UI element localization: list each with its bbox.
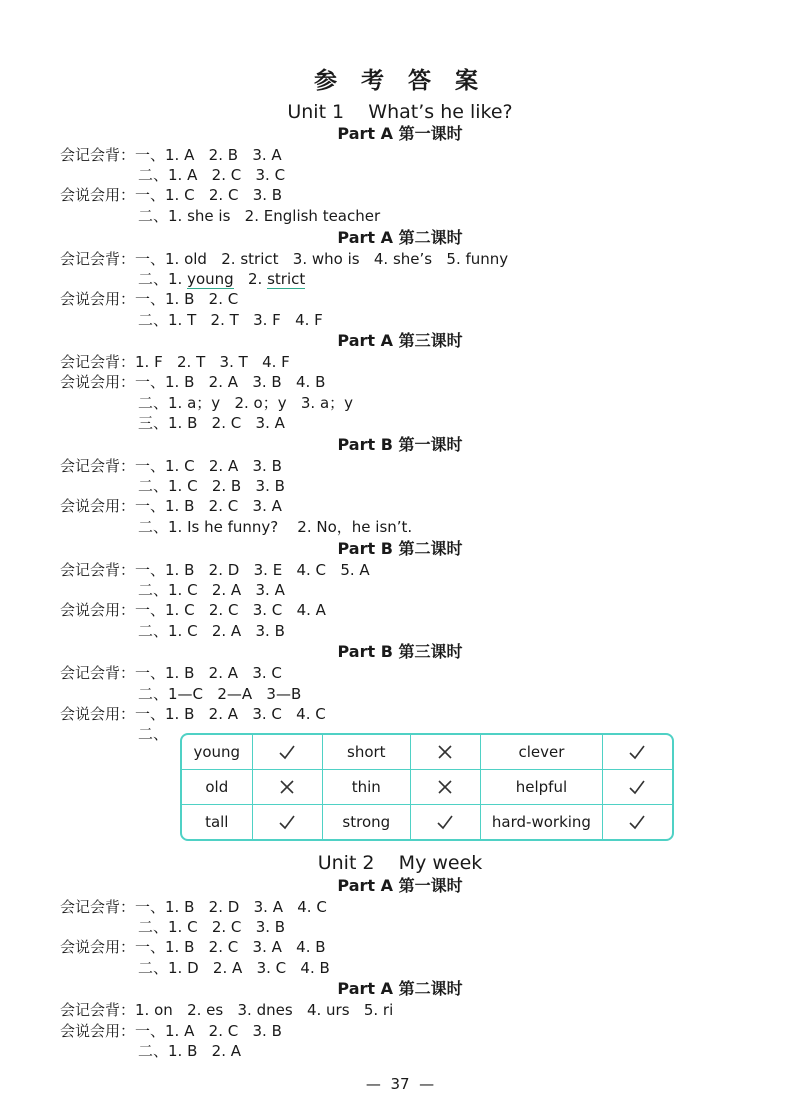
answer-separator: 2. [233, 270, 268, 288]
answer-line: 二、1. C 2. C 3. B [138, 918, 286, 936]
lesson-title: Part B 第三课时 [337, 642, 463, 661]
unit-2-title: Unit 2 My week [317, 852, 483, 874]
answer-line: 会记会背：一、1. old 2. strict 3. who is 4. she’s 5. funny [60, 250, 509, 268]
answer-line: 会说会用：一、1. B 2. C [60, 290, 239, 308]
answer-line: 二、1. T 2. T 3. F 4. F [138, 311, 323, 329]
underlined-answer: young [187, 270, 234, 288]
vocab-answer-table [180, 733, 674, 841]
answer-line: 二、1. C 2. A 3. A [138, 581, 285, 599]
vocab-word-cell: helpful [481, 770, 603, 805]
answer-line: 二、1. C 2. A 3. B [138, 622, 285, 640]
answer-line: 会说会用：一、1. B 2. A 3. C 4. C [60, 705, 326, 723]
answer-line: 二、1. a；y 2. o；y 3. a；y [138, 394, 354, 412]
answer-line: 三、1. B 2. C 3. A [138, 414, 285, 432]
check-icon [253, 735, 323, 770]
lesson-title: Part B 第二课时 [337, 539, 463, 558]
answer-line: 二、1. A 2. C 3. C [138, 166, 286, 184]
answer-line: 会记会背：一、1. A 2. B 3. A [60, 146, 282, 164]
answer-line: 会说会用：一、1. B 2. A 3. B 4. B [60, 373, 326, 391]
vocab-table-body [182, 735, 672, 839]
lesson-title: Part B 第一课时 [337, 435, 463, 454]
vocab-table-row [182, 735, 672, 770]
answer-line: 会记会背：一、1. B 2. D 3. A 4. C [60, 898, 327, 916]
answer-line: 会说会用：一、1. C 2. C 3. C 4. A [60, 601, 326, 619]
page-number: — 37 — [365, 1075, 435, 1093]
check-icon [411, 805, 481, 839]
answer-line: 会记会背：1. F 2. T 3. T 4. F [60, 353, 290, 371]
vocab-word-cell: old [182, 770, 253, 805]
answer-line: 会说会用：一、1. B 2. C 3. A [60, 497, 282, 515]
check-icon [253, 805, 323, 839]
lesson-title: Part A 第一课时 [337, 876, 463, 895]
cross-icon [253, 770, 323, 805]
check-icon [603, 735, 672, 770]
unit-1-title: Unit 1 What’s he like? [287, 101, 513, 123]
vocab-word-cell: clever [481, 735, 603, 770]
vocab-word-cell: short [323, 735, 411, 770]
lesson-title: Part A 第二课时 [337, 979, 463, 998]
answer-line [138, 269, 305, 289]
vocab-word-cell: strong [323, 805, 411, 839]
underlined-answer: strict [267, 270, 306, 288]
answer-line: 会记会背：1. on 2. es 3. dnes 4. urs 5. ri [60, 1001, 394, 1019]
answer-line: 会记会背：一、1. B 2. D 3. E 4. C 5. A [60, 561, 370, 579]
check-icon [603, 770, 672, 805]
answer-line: 会记会背：一、1. B 2. A 3. C [60, 664, 282, 682]
answer-line: 会说会用：一、1. A 2. C 3. B [60, 1022, 282, 1040]
answer-line: 二、1. D 2. A 3. C 4. B [138, 959, 330, 977]
lesson-title: Part A 第一课时 [337, 124, 463, 143]
answer-line: 会说会用：一、1. C 2. C 3. B [60, 186, 283, 204]
vocab-table-row [182, 805, 672, 839]
answer-line: 二、 [138, 725, 169, 743]
answer-line: 二、1. Is he funny? 2. No，he isn’t. [138, 518, 413, 536]
lesson-title: Part A 第二课时 [337, 228, 463, 247]
answer-prefix: 二、1. [138, 270, 188, 288]
vocab-word-cell: hard-working [481, 805, 603, 839]
answer-line: 二、1. B 2. A [138, 1042, 242, 1060]
cross-icon [411, 770, 481, 805]
vocab-table-row [182, 770, 672, 805]
answer-line: 会说会用：一、1. B 2. C 3. A 4. B [60, 938, 326, 956]
page-title: 参 考 答 案 [313, 68, 487, 94]
answer-line: 会记会背：一、1. C 2. A 3. B [60, 457, 282, 475]
check-icon [603, 805, 672, 839]
lesson-title: Part A 第三课时 [337, 331, 463, 350]
vocab-word-cell: tall [182, 805, 253, 839]
answer-line: 二、1—C 2—A 3—B [138, 685, 302, 703]
vocab-word-cell: thin [323, 770, 411, 805]
answer-line: 二、1. she is 2. English teacher [138, 207, 381, 225]
vocab-word-cell: young [182, 735, 253, 770]
answer-line: 二、1. C 2. B 3. B [138, 477, 285, 495]
cross-icon [411, 735, 481, 770]
